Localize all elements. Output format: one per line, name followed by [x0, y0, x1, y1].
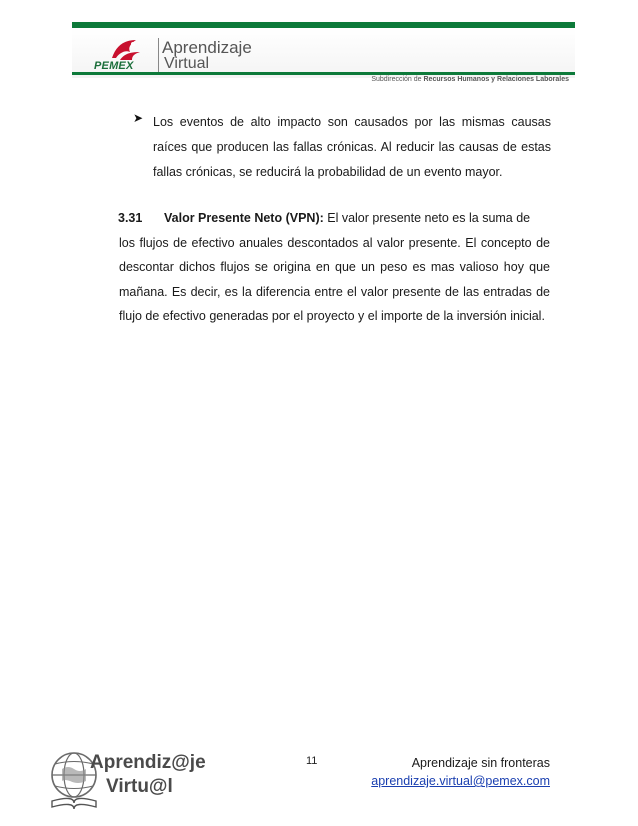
- header-divider: [158, 38, 159, 72]
- footer-logo-line1: Aprendiz@je: [90, 752, 206, 773]
- header-body: [72, 28, 575, 78]
- arrow-bullet-icon: ➤: [133, 111, 144, 125]
- page-number: 11: [306, 755, 318, 767]
- header-subtitle-prefix: Subdirección de: [371, 76, 424, 83]
- pemex-eagle-icon: [106, 38, 146, 62]
- footer-slogan: Aprendizaje sin fronteras: [411, 756, 550, 770]
- header-subtitle: [371, 76, 569, 83]
- header-bottom-bar: [72, 72, 575, 75]
- footer-email-link[interactable]: aprendizaje.virtual@pemex.com: [371, 774, 550, 788]
- section-heading-line: [118, 206, 550, 231]
- aprendizaje-virtual-logo: [44, 735, 214, 813]
- header-banner: [72, 22, 575, 86]
- header-subtitle-bold: Recursos Humanos y Relaciones Laborales: [423, 76, 569, 83]
- footer-logo-line2: Virtu@l: [106, 776, 173, 797]
- pemex-brand: PEMEX: [94, 60, 134, 72]
- section-body: los flujos de efectivo anuales descontados al valor presente. El concepto de descontar dichos flujos se origina en que un peso es mas valioso hoy que mañana. Es decir, es la diferencia entre el valor presente de las entradas de flujo de efectivo generadas por el proyecto y el importe de la inversión inicial.: [119, 235, 550, 324]
- footer-contact: [371, 754, 550, 790]
- section-3-31: [118, 206, 550, 329]
- section-title: Valor Presente Neto (VPN):: [164, 211, 324, 225]
- bullet-text: Los eventos de alto impacto son causados por las mismas causas raíces que producen las fallas crónicas. Al reducir las causas de estas fallas crónicas, se reducirá la probabilidad de un evento mayor.: [153, 115, 551, 179]
- footer-logo: [44, 735, 214, 813]
- section-lead: El valor presente neto es la suma de: [323, 211, 531, 225]
- pemex-logo: [94, 38, 158, 74]
- header-title-line2: Virtual: [164, 55, 210, 72]
- section-number: 3.31: [118, 211, 143, 225]
- header-title-line1: Aprendizaje: [162, 38, 252, 57]
